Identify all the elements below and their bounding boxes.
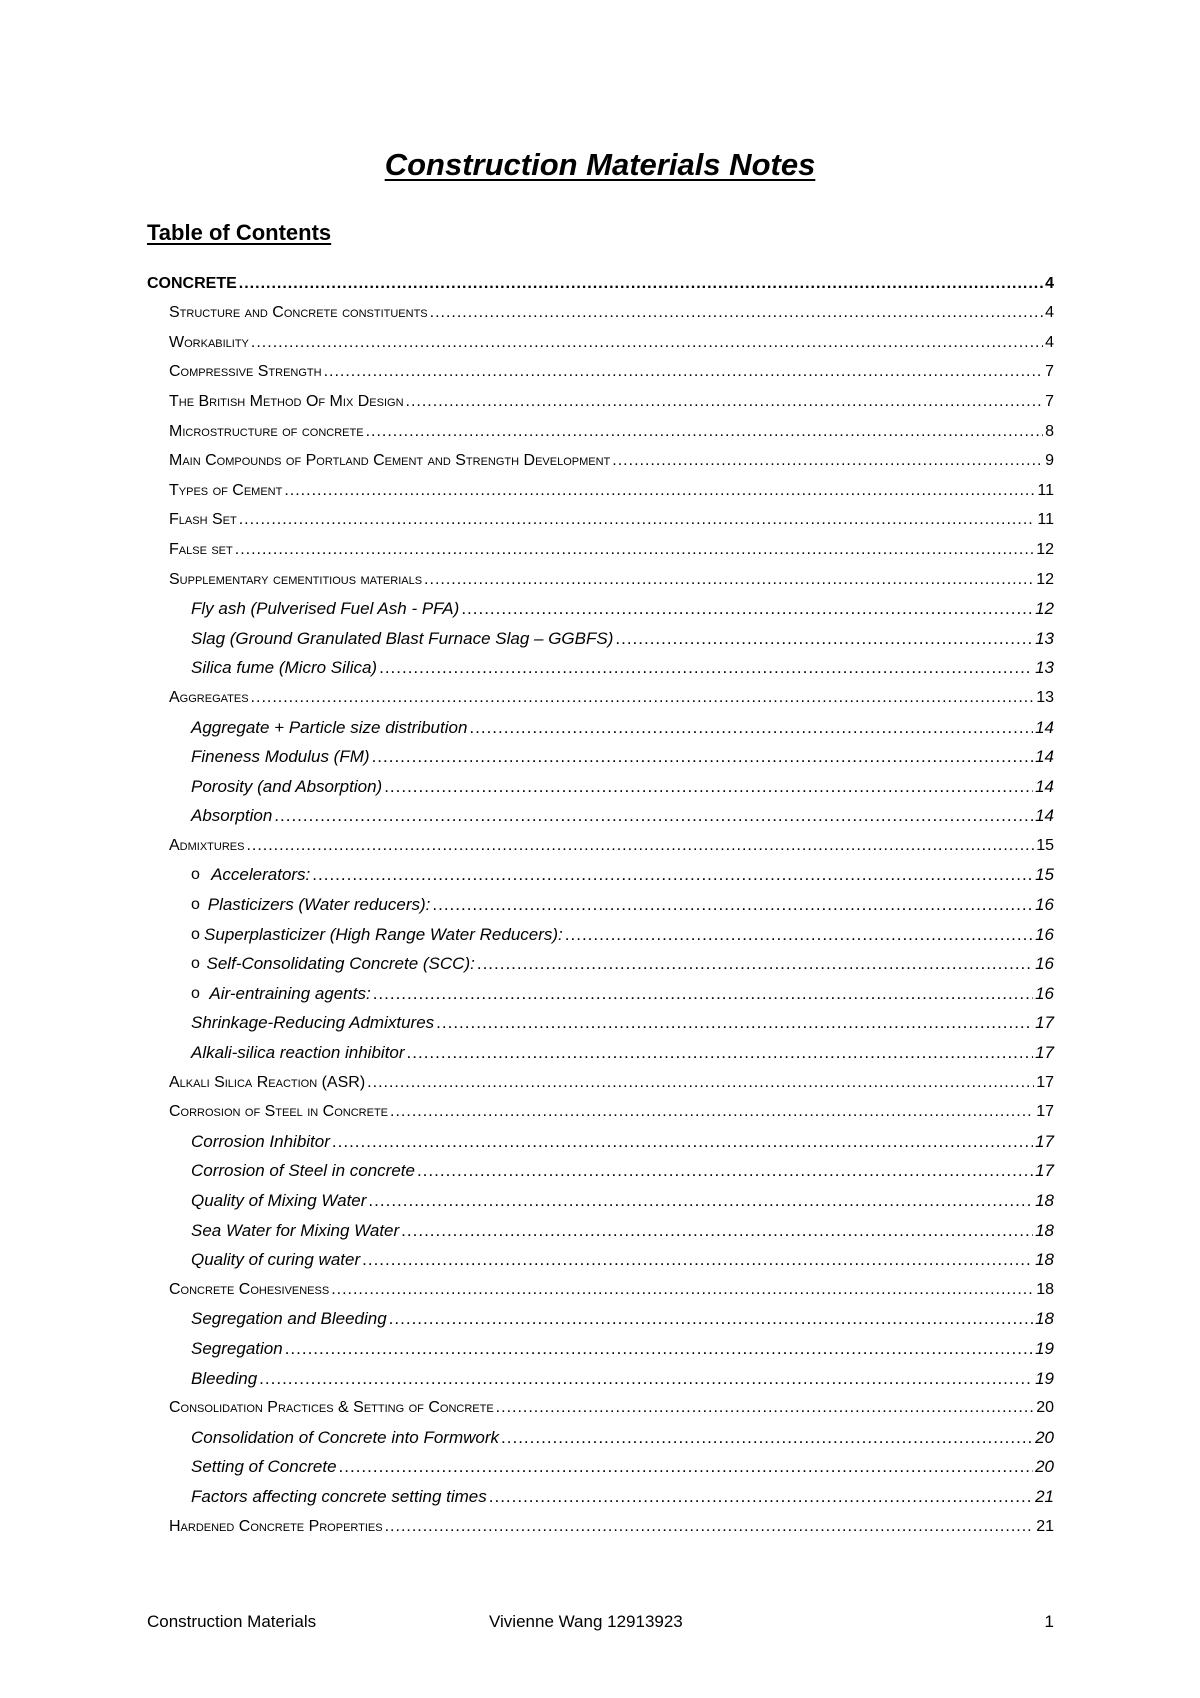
toc-entry-label: Concrete Cohesiveness (169, 1280, 330, 1298)
toc-entry-label: Admixtures (169, 836, 245, 854)
toc-entry-page: 9 (1045, 452, 1054, 470)
toc-entry-page: 13 (1036, 688, 1054, 706)
toc-entry[interactable] (147, 1302, 1054, 1332)
toc-entry[interactable] (147, 917, 1054, 947)
toc-dot-leader (239, 510, 1036, 530)
toc-entry-label: Setting of Concrete (191, 1457, 337, 1477)
bullet-marker: o (191, 955, 200, 973)
toc-entry-label: Flash Set (169, 511, 237, 529)
toc-entry-label: Factors affecting concrete setting times (191, 1486, 487, 1506)
toc-entry[interactable] (147, 1450, 1054, 1480)
toc-dot-leader (367, 1073, 1034, 1093)
toc-entry-page: 17 (1036, 1073, 1054, 1091)
toc-dot-leader (612, 451, 1043, 471)
toc-entry-page: 18 (1035, 1191, 1054, 1210)
toc-entry-label: Aggregate + Particle size distribution (191, 717, 468, 737)
toc-entry-page: 16 (1035, 983, 1054, 1003)
toc-dot-leader (331, 1280, 1034, 1300)
toc-entry[interactable] (147, 828, 1054, 858)
toc-entry[interactable] (147, 325, 1054, 355)
toc-dot-leader (389, 1309, 1033, 1329)
toc-entry-page: 13 (1035, 628, 1054, 648)
toc-entry-page: 17 (1036, 1103, 1054, 1121)
toc-dot-leader (339, 1457, 1034, 1477)
toc-entry-page: 17 (1035, 1043, 1054, 1063)
toc-entry-label: Fineness Modulus (FM) (191, 747, 370, 767)
toc-dot-leader (384, 777, 1033, 797)
table-of-contents (147, 266, 1054, 1539)
toc-entry[interactable] (147, 503, 1054, 533)
toc-entry[interactable] (147, 710, 1054, 740)
toc-entry-page: 21 (1036, 1517, 1054, 1535)
toc-entry-page: 18 (1035, 1220, 1054, 1240)
toc-entry-label: Shrinkage-Reducing Admixtures (191, 1013, 435, 1033)
toc-entry[interactable] (147, 1035, 1054, 1065)
toc-entry-label: Workability (169, 333, 249, 351)
toc-entry-page: 19 (1035, 1338, 1054, 1358)
toc-entry-page: 8 (1045, 422, 1054, 440)
toc-dot-leader (239, 274, 1043, 294)
toc-entry-label: CONCRETE (147, 274, 237, 292)
toc-entry-page: 7 (1045, 363, 1054, 381)
toc-entry-page: 17 (1035, 1013, 1054, 1033)
toc-entry-page: 15 (1036, 836, 1054, 854)
toc-entry-label: Types of Cement (169, 481, 283, 499)
toc-entry[interactable] (147, 592, 1054, 622)
toc-entry-label: Corrosion of Steel in Concrete (169, 1103, 389, 1121)
toc-entry-page: 11 (1037, 511, 1054, 529)
toc-entry[interactable] (147, 1272, 1054, 1302)
toc-entry-label: Quality of curing water (191, 1250, 361, 1270)
toc-entry-page: 12 (1036, 570, 1054, 588)
toc-entry-label: Consolidation Practices & Setting of Concrete (169, 1399, 494, 1417)
toc-entry-page: 20 (1035, 1457, 1054, 1477)
toc-entry-label: Slag (Ground Granulated Blast Furnace Slag – GGBFS) (191, 628, 614, 648)
toc-dot-leader (362, 1250, 1033, 1270)
toc-dot-leader (385, 1517, 1035, 1537)
bullet-marker: o (191, 984, 200, 1002)
toc-entry-page: 7 (1045, 392, 1054, 410)
toc-dot-leader (379, 658, 1033, 678)
toc-entry-page: 15 (1035, 865, 1054, 885)
toc-entry[interactable] (147, 266, 1054, 296)
toc-entry-label: Corrosion Inhibitor (191, 1131, 330, 1151)
toc-dot-leader (496, 1398, 1035, 1418)
toc-entry[interactable] (147, 384, 1054, 414)
toc-dot-leader (407, 1043, 1034, 1063)
toc-dot-leader (390, 1102, 1034, 1122)
toc-entry[interactable] (147, 887, 1054, 917)
toc-entry[interactable] (147, 1331, 1054, 1361)
toc-dot-leader (461, 599, 1033, 619)
toc-entry-page: 20 (1035, 1427, 1054, 1447)
toc-entry-page: 12 (1035, 599, 1054, 619)
toc-entry[interactable] (147, 1479, 1054, 1509)
toc-dot-leader (251, 688, 1035, 708)
toc-entry[interactable] (147, 414, 1054, 444)
toc-entry[interactable] (147, 1065, 1054, 1095)
toc-dot-leader (401, 1221, 1033, 1241)
toc-dot-leader (501, 1428, 1033, 1448)
toc-entry[interactable] (147, 355, 1054, 385)
toc-entry-page: 14 (1035, 806, 1054, 826)
toc-entry[interactable] (147, 976, 1054, 1006)
toc-entry[interactable] (147, 1391, 1054, 1421)
toc-entry-page: 17 (1035, 1131, 1054, 1151)
toc-entry-page: 18 (1035, 1250, 1054, 1270)
toc-entry[interactable] (147, 1154, 1054, 1184)
toc-entry-label: Fly ash (Pulverised Fuel Ash - PFA) (191, 599, 460, 619)
toc-entry-page: 16 (1035, 954, 1054, 974)
toc-entry-page: 20 (1036, 1399, 1054, 1417)
toc-entry[interactable] (147, 621, 1054, 651)
toc-dot-leader (285, 1339, 1033, 1359)
toc-entry-page: 16 (1035, 895, 1054, 915)
toc-entry[interactable] (147, 1124, 1054, 1154)
toc-dot-leader (246, 836, 1034, 856)
footer-author: Vivienne Wang 12913923 (489, 1612, 683, 1631)
toc-entry[interactable] (147, 1509, 1054, 1539)
toc-entry-page: 18 (1036, 1280, 1054, 1298)
toc-entry[interactable] (147, 1420, 1054, 1450)
toc-entry-page: 17 (1035, 1161, 1054, 1181)
toc-entry[interactable] (147, 740, 1054, 770)
toc-entry-label: Alkali-silica reaction inhibitor (191, 1043, 405, 1063)
toc-dot-leader (251, 333, 1043, 353)
toc-entry[interactable] (147, 296, 1054, 326)
toc-dot-leader (615, 629, 1033, 649)
toc-entry[interactable] (147, 1183, 1054, 1213)
toc-entry-label: The British Method Of Mix Design (169, 392, 404, 410)
bullet-marker: o (191, 896, 200, 914)
toc-entry[interactable] (147, 651, 1054, 681)
toc-entry-label: Segregation (191, 1338, 283, 1358)
toc-entry[interactable] (147, 562, 1054, 592)
toc-entry-label: Air-entraining agents: (209, 983, 371, 1003)
toc-dot-leader (469, 718, 1033, 738)
toc-entry-label: Bleeding (191, 1368, 258, 1388)
toc-entry-label: False set (169, 540, 233, 558)
toc-entry-label: Segregation and Bleeding (191, 1309, 387, 1329)
toc-dot-leader (372, 747, 1034, 767)
toc-entry[interactable] (147, 1243, 1054, 1273)
toc-dot-leader (430, 303, 1043, 323)
toc-entry-label: Quality of Mixing Water (191, 1191, 367, 1210)
toc-entry[interactable] (147, 473, 1054, 503)
toc-entry-label: Compressive Strength (169, 363, 322, 381)
footer-page-number: 1 (1044, 1612, 1054, 1631)
toc-dot-leader (332, 1132, 1033, 1152)
toc-entry-label: Porosity (and Absorption) (191, 776, 383, 796)
toc-dot-leader (274, 806, 1033, 826)
toc-entry-label: Main Compounds of Portland Cement and Strength Development (169, 452, 611, 470)
toc-entry-page: 4 (1045, 274, 1054, 292)
toc-heading: Table of Contents (147, 220, 332, 245)
toc-entry[interactable] (147, 1213, 1054, 1243)
toc-dot-leader (417, 1161, 1033, 1181)
toc-entry-page: 13 (1035, 658, 1054, 678)
toc-dot-leader (373, 984, 1033, 1004)
toc-dot-leader (406, 392, 1044, 412)
toc-entry-label: Corrosion of Steel in concrete (191, 1161, 415, 1181)
toc-entry[interactable] (147, 1095, 1054, 1125)
toc-entry-page: 14 (1035, 747, 1054, 767)
toc-dot-leader (477, 954, 1033, 974)
toc-entry-page: 21 (1035, 1486, 1054, 1506)
toc-dot-leader (366, 422, 1044, 442)
toc-entry-page: 18 (1035, 1309, 1054, 1329)
toc-entry-label: Plasticizers (Water reducers): (207, 895, 431, 915)
document-title: Construction Materials Notes (384, 147, 816, 182)
page-footer (147, 1612, 1054, 1636)
toc-entry-label: Superplasticizer (High Range Water Reducers): (204, 924, 563, 944)
toc-dot-leader (436, 1013, 1033, 1033)
toc-entry[interactable] (147, 680, 1054, 710)
toc-dot-leader (489, 1487, 1033, 1507)
toc-dot-leader (259, 1369, 1033, 1389)
toc-entry-page: 4 (1045, 333, 1054, 351)
toc-dot-leader (565, 925, 1033, 945)
toc-entry-page: 16 (1035, 924, 1054, 944)
toc-entry-label: Supplementary cementitious materials (169, 570, 423, 588)
toc-entry[interactable] (147, 444, 1054, 474)
toc-entry-page: 12 (1036, 540, 1054, 558)
toc-dot-leader (324, 362, 1044, 382)
toc-entry-label: Sea Water for Mixing Water (191, 1220, 400, 1240)
toc-entry-label: Structure and Concrete constituents (169, 304, 428, 322)
toc-entry[interactable] (147, 1006, 1054, 1036)
toc-dot-leader (432, 895, 1033, 915)
toc-entry-label: Microstructure of concrete (169, 422, 364, 440)
toc-entry-page: 14 (1035, 776, 1054, 796)
toc-entry-label: Accelerators: (211, 865, 311, 885)
toc-entry[interactable] (147, 799, 1054, 829)
toc-entry-page: 11 (1037, 481, 1054, 499)
toc-entry[interactable] (147, 769, 1054, 799)
bullet-marker: o (191, 866, 200, 884)
toc-entry-page: 19 (1035, 1368, 1054, 1388)
toc-dot-leader (312, 865, 1033, 885)
footer-document-name: Construction Materials (147, 1612, 317, 1631)
toc-entry-page: 14 (1035, 717, 1054, 737)
toc-dot-leader (235, 540, 1034, 560)
toc-entry-label: Absorption (191, 806, 273, 826)
toc-entry[interactable] (147, 858, 1054, 888)
toc-entry-label: Consolidation of Concrete into Formwork (191, 1427, 500, 1447)
toc-entry[interactable] (147, 947, 1054, 977)
toc-entry-label: Hardened Concrete Properties (169, 1517, 383, 1535)
toc-entry-page: 4 (1045, 304, 1054, 322)
toc-entry-label: Alkali Silica Reaction (ASR) (169, 1073, 366, 1091)
toc-dot-leader (424, 570, 1034, 590)
toc-entry-label: Self-Consolidating Concrete (SCC): (206, 954, 475, 974)
toc-entry[interactable] (147, 532, 1054, 562)
bullet-marker: o (191, 925, 200, 943)
toc-entry[interactable] (147, 1361, 1054, 1391)
toc-entry-label: Silica fume (Micro Silica) (191, 658, 378, 678)
toc-dot-leader (284, 481, 1035, 501)
toc-dot-leader (368, 1191, 1033, 1211)
toc-entry-label: Aggregates (169, 688, 249, 706)
